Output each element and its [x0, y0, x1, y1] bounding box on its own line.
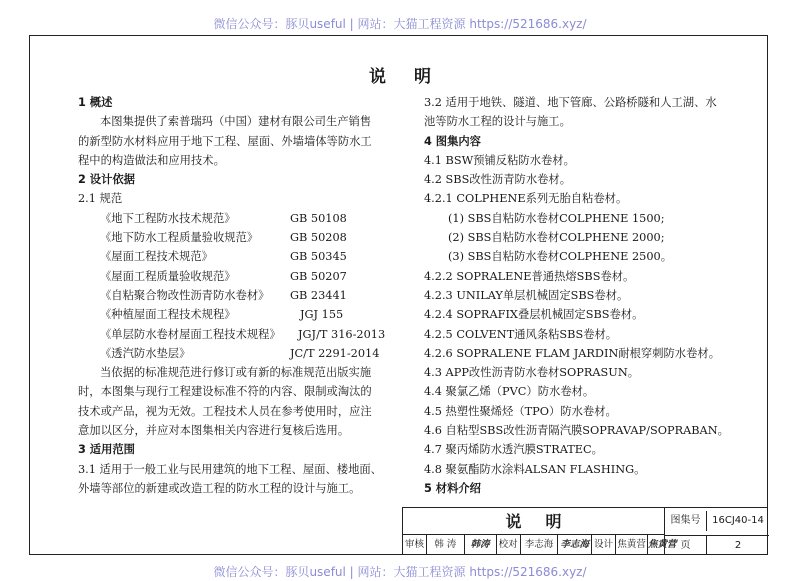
content-item: 4.2 SBS改性沥青防水卷材。 [424, 173, 572, 187]
paragraph-line: 时，本图集与现行工程建设标准不符的内容、限制或淘汰的 [78, 385, 372, 399]
content-item: 4.2.4 SOPRAFIX叠层机械固定SBS卷材。 [424, 308, 644, 322]
standard-name: 《屋面工程技术规范》 [100, 250, 213, 264]
atlas-number-label: 图集号 [665, 511, 707, 531]
content-item: 4.4 聚氯乙烯（PVC）防水卷材。 [424, 385, 595, 399]
standard-code: JGJ 155 [300, 308, 344, 322]
section-heading: 4 图集内容 [424, 134, 481, 148]
standard-row [78, 305, 398, 324]
paragraph-line: 池等防水工程的设计与施工。 [424, 115, 571, 129]
check-label: 校对 [497, 535, 521, 555]
paragraph-line: 当依据的标准规范进行修订或有新的标准规范出版实施 [100, 366, 372, 380]
paragraph-line: 技术或产品，视为无效。工程技术人员在参考使用时，应注 [78, 404, 372, 418]
standard-row [78, 344, 398, 363]
section-heading: 3 适用范围 [78, 443, 135, 457]
paragraph-line: 意加以区分，并应对本图集相关内容进行复核后选用。 [78, 424, 350, 438]
paragraph-line: 3.1 适用于一般工业与民用建筑的地下工程、屋面、楼地面、 [78, 462, 382, 476]
section-heading: 1 概述 [78, 96, 113, 109]
page-title: 说明 [369, 67, 459, 87]
page-number: 2 [707, 535, 769, 555]
content-item: 4.2.3 UNILAY单层机械固定SBS卷材。 [424, 288, 629, 302]
content-item: 4.5 热塑性聚烯烃（TPO）防水卷材。 [424, 404, 617, 418]
paragraph-line: 的新型防水材料应用于地下工程、屋面、外墙墙体等防水工 [78, 134, 372, 148]
paragraph-line: 外墙等部位的新建或改造工程的防水工程的设计与施工。 [78, 481, 361, 495]
standard-name: 《地下防水工程质量验收规范》 [100, 231, 259, 245]
standard-code: GB 23441 [290, 288, 347, 302]
paragraph-line: 程中的构造做法和应用技术。 [78, 153, 225, 167]
standard-row [78, 325, 398, 344]
right-column [424, 93, 759, 498]
content-item: 4.2.6 SOPRALENE FLAM JARDIN耐根穿刺防水卷材。 [424, 346, 720, 360]
review-name: 韩 涛 [427, 535, 465, 555]
design-label: 设计 [592, 535, 616, 555]
watermark-bottom: 微信公众号：豚贝useful | 网站：大猫工程资源 https://521686.xyz/ [213, 565, 587, 579]
content-subitem: (3) SBS自粘防水卷材COLPHENE 2500。 [448, 250, 673, 264]
atlas-number-value: 16CJ40-14 [712, 515, 764, 526]
content-subitem: (1) SBS自粘防水卷材COLPHENE 1500; [448, 211, 665, 225]
standard-row [78, 267, 398, 286]
content-subitem: (2) SBS自粘防水卷材COLPHENE 2000; [448, 231, 665, 245]
signature-row [403, 535, 677, 555]
subsection-heading: 2.1 规范 [78, 192, 123, 206]
content-item: 4.7 聚丙烯防水透汽膜STRATEC。 [424, 443, 603, 457]
standard-code: GB 50208 [290, 231, 347, 245]
content-item: 4.3 APP改性沥青防水卷材SOPRASUN。 [424, 366, 640, 380]
check-signature: 李志海 [558, 535, 592, 555]
standard-code: GB 50108 [290, 211, 347, 225]
standard-name: 《地下工程防水技术规范》 [100, 211, 236, 225]
standard-code: JC/T 2291-2014 [290, 346, 380, 360]
content-item: 4.2.5 COLVENT通风条粘SBS卷材。 [424, 327, 618, 341]
standard-row [78, 209, 398, 228]
standard-name: 《屋面工程质量验收规范》 [100, 269, 236, 283]
review-label: 审核 [403, 535, 427, 555]
standard-code: JGJ/T 316-2013 [298, 327, 386, 341]
standard-name: 《透汽防水垫层》 [100, 346, 191, 360]
title-block-title: 说明 [403, 508, 665, 535]
standard-code: GB 50207 [290, 269, 347, 283]
review-signature: 韩涛 [465, 535, 497, 555]
standard-name: 《单层防水卷材屋面工程技术规程》 [100, 327, 281, 341]
content-item: 4.1 BSW预铺反粘防水卷材。 [424, 153, 575, 167]
standard-name: 《种植屋面工程技术规程》 [100, 308, 236, 322]
standard-name: 《自粘聚合物改性沥青防水卷材》 [100, 288, 270, 302]
watermark-top: 微信公众号：豚贝useful | 网站：大猫工程资源 https://521686.xyz/ [213, 17, 587, 31]
section-heading: 2 设计依据 [78, 173, 135, 187]
design-name: 焦黄营 [616, 535, 648, 555]
content-item: 4.2.1 COLPHENE系列无胎自粘卷材。 [424, 192, 628, 206]
title-block [402, 507, 768, 555]
standard-code: GB 50345 [290, 250, 347, 264]
content-item: 4.2.2 SOPRALENE普通热熔SBS卷材。 [424, 269, 635, 283]
design-signature: 焦黄营 [648, 539, 677, 550]
check-name: 李志海 [521, 535, 559, 555]
standard-row [78, 247, 398, 266]
standard-row [78, 286, 398, 305]
left-column [78, 93, 398, 498]
paragraph-line: 3.2 适用于地铁、隧道、地下管廊、公路桥隧和人工湖、水 [424, 96, 717, 109]
content-item: 4.6 自粘型SBS改性沥青隔汽膜SOPRAVAP/SOPRABAN。 [424, 424, 729, 438]
paragraph-line: 本图集提供了索普瑞玛（中国）建材有限公司生产销售 [100, 115, 372, 129]
content-item: 4.8 聚氨酯防水涂料ALSAN FLASHING。 [424, 462, 646, 476]
standard-row [78, 228, 398, 247]
section-heading: 5 材料介绍 [424, 481, 481, 495]
page-label: 页 [665, 535, 707, 555]
